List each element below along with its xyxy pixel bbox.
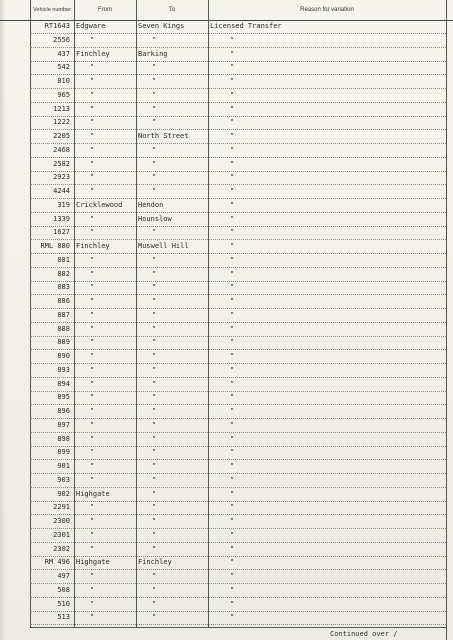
reason-cell: " <box>230 297 235 305</box>
from-cell: " <box>90 434 95 443</box>
to-cell: " <box>152 255 157 264</box>
to-cell: " <box>152 462 157 470</box>
from-cell: " <box>90 338 95 347</box>
to-cell: " <box>152 393 157 402</box>
from-cell: " <box>90 145 95 154</box>
reason-cell: " <box>230 338 235 347</box>
reason-cell: " <box>230 283 235 292</box>
reason-cell: " <box>230 585 235 594</box>
from-cell: Cricklewood <box>76 200 123 209</box>
to-cell: " <box>152 118 157 127</box>
vehicle-number-cell: 2302 <box>53 544 70 553</box>
table-row <box>30 226 446 240</box>
vehicle-number-cell: 1213 <box>53 104 70 113</box>
from-cell: " <box>90 462 95 470</box>
to-cell: North Street <box>138 132 189 140</box>
vehicle-number-cell: RML 880 <box>40 242 70 250</box>
from-cell: " <box>90 104 95 113</box>
reason-cell: Licensed Transfer <box>210 22 282 30</box>
from-cell: " <box>90 90 95 99</box>
table-row <box>30 199 446 213</box>
to-cell: " <box>152 145 157 154</box>
to-cell: " <box>152 530 157 539</box>
vehicle-number-cell: 437 <box>57 49 70 58</box>
reason-cell: " <box>230 77 235 85</box>
from-cell: " <box>90 613 95 622</box>
table-row <box>30 543 446 557</box>
table-row <box>30 460 446 474</box>
vehicle-number-cell: 898 <box>57 434 70 443</box>
to-cell: Seven Kings <box>138 22 185 30</box>
to-cell: " <box>152 187 157 195</box>
reason-cell: " <box>230 517 235 525</box>
from-cell: Finchley <box>76 49 110 58</box>
from-cell: " <box>90 530 95 539</box>
to-cell: " <box>152 407 157 415</box>
to-cell: " <box>152 420 157 429</box>
to-cell: Muswell Hill <box>138 242 189 250</box>
reason-cell: " <box>230 462 235 470</box>
from-cell: " <box>90 448 95 457</box>
to-cell: Hounslow <box>138 214 172 223</box>
vehicle-number-cell: 4244 <box>53 187 70 195</box>
table-row <box>30 130 446 144</box>
table-bottom-rule <box>30 627 446 628</box>
vehicle-number-cell: 2291 <box>53 503 70 512</box>
reason-cell: " <box>230 104 235 113</box>
to-cell: " <box>152 77 157 85</box>
to-cell: Finchley <box>138 558 172 567</box>
reason-cell: " <box>230 393 235 402</box>
from-cell: " <box>90 544 95 553</box>
reason-cell: " <box>230 558 235 567</box>
table-row <box>30 295 446 309</box>
reason-cell: " <box>230 187 235 195</box>
reason-cell: " <box>230 159 235 168</box>
to-cell: " <box>152 599 157 608</box>
vehicle-number-cell: 903 <box>57 475 70 484</box>
reason-cell: " <box>230 489 235 498</box>
reason-cell: " <box>230 324 235 333</box>
from-cell: " <box>90 35 95 44</box>
to-cell: " <box>152 269 157 278</box>
to-cell: " <box>152 448 157 457</box>
table-row <box>30 515 446 529</box>
header-to: To <box>168 7 176 13</box>
vehicle-number-cell: 899 <box>57 448 70 457</box>
to-cell: " <box>152 585 157 594</box>
from-cell: " <box>90 352 95 360</box>
table-row <box>30 171 446 185</box>
from-cell: " <box>90 297 95 305</box>
from-cell: " <box>90 503 95 512</box>
table-row <box>30 268 446 282</box>
vehicle-number-cell: 542 <box>57 63 70 72</box>
from-cell: " <box>90 187 95 195</box>
reason-cell: " <box>230 503 235 512</box>
table-row <box>30 309 446 323</box>
from-cell: " <box>90 420 95 429</box>
to-cell: " <box>152 90 157 99</box>
to-cell: " <box>152 544 157 553</box>
vehicle-number-cell: 895 <box>57 393 70 402</box>
vehicle-number-cell: 2205 <box>53 132 70 140</box>
to-cell: " <box>152 104 157 113</box>
reason-cell: " <box>230 448 235 457</box>
vehicle-number-cell: 902 <box>57 489 70 498</box>
vehicle-number-cell: 886 <box>57 297 70 305</box>
from-cell: " <box>90 228 95 237</box>
reason-cell: " <box>230 132 235 140</box>
from-cell: " <box>90 132 95 140</box>
table-row <box>30 254 446 268</box>
vehicle-number-cell: 889 <box>57 338 70 347</box>
from-cell: " <box>90 407 95 415</box>
to-cell: " <box>152 297 157 305</box>
table-row <box>30 611 446 625</box>
table-row <box>30 144 446 158</box>
from-cell: " <box>90 393 95 402</box>
vehicle-number-cell: 894 <box>57 379 70 388</box>
table-row <box>30 213 446 227</box>
vehicle-number-cell: 2468 <box>53 145 70 154</box>
to-cell: " <box>152 475 157 484</box>
vehicle-number-cell: 901 <box>57 462 70 470</box>
table-row <box>30 116 446 130</box>
to-cell: " <box>152 310 157 319</box>
from-cell: Edgware <box>76 22 106 30</box>
reason-cell: " <box>230 379 235 388</box>
from-cell: " <box>90 310 95 319</box>
vehicle-number-cell: 513 <box>57 613 70 622</box>
vehicle-number-cell: 810 <box>57 77 70 85</box>
to-cell: " <box>152 572 157 580</box>
vehicle-number-cell: 887 <box>57 310 70 319</box>
to-cell: " <box>152 338 157 347</box>
reason-cell: " <box>230 572 235 580</box>
reason-cell: " <box>230 200 235 209</box>
reason-cell: " <box>230 228 235 237</box>
table-row <box>30 185 446 199</box>
table-row <box>30 378 446 392</box>
reason-cell: " <box>230 475 235 484</box>
table-row <box>30 20 446 34</box>
to-cell: " <box>152 489 157 498</box>
table-row <box>30 488 446 502</box>
from-cell: " <box>90 255 95 264</box>
table-row <box>30 570 446 584</box>
vehicle-number-cell: 2301 <box>53 530 70 539</box>
vehicle-number-cell: 2582 <box>53 159 70 168</box>
vehicle-number-cell: 881 <box>57 255 70 264</box>
vehicle-number-cell: 508 <box>57 585 70 594</box>
from-cell: " <box>90 77 95 85</box>
reason-cell: " <box>230 544 235 553</box>
table-row <box>30 103 446 117</box>
reason-cell: " <box>230 530 235 539</box>
table-row <box>30 501 446 515</box>
table-row <box>30 405 446 419</box>
vehicle-number-cell: 2300 <box>53 517 70 525</box>
from-cell: " <box>90 118 95 127</box>
to-cell: Barking <box>138 49 168 58</box>
reason-cell: " <box>230 118 235 127</box>
table-row <box>30 446 446 460</box>
to-cell: " <box>152 365 157 374</box>
to-cell: " <box>152 503 157 512</box>
reason-cell: " <box>230 310 235 319</box>
table-row <box>30 281 446 295</box>
vehicle-number-cell: 896 <box>57 407 70 415</box>
table-row <box>30 584 446 598</box>
vehicle-number-cell: 888 <box>57 324 70 333</box>
reason-cell: " <box>230 63 235 72</box>
header-from: From <box>98 7 112 13</box>
vehicle-number-cell: RT1643 <box>44 22 70 30</box>
header-vehicle: Vehicle number <box>33 7 71 13</box>
to-cell: " <box>152 379 157 388</box>
reason-cell: " <box>230 365 235 374</box>
table-row <box>30 364 446 378</box>
reason-cell: " <box>230 214 235 223</box>
vehicle-number-cell: 882 <box>57 269 70 278</box>
to-cell: " <box>152 324 157 333</box>
reason-cell: " <box>230 255 235 264</box>
table-row <box>30 419 446 433</box>
table-row <box>30 350 446 364</box>
table-header <box>0 0 453 21</box>
table-row <box>30 158 446 172</box>
vehicle-number-cell: 1222 <box>53 118 70 127</box>
vehicle-number-cell: RM 496 <box>44 558 70 567</box>
to-cell: " <box>152 159 157 168</box>
reason-cell: " <box>230 35 235 44</box>
from-cell: " <box>90 517 95 525</box>
vehicle-number-cell: 883 <box>57 283 70 292</box>
from-cell: " <box>90 475 95 484</box>
table-row <box>30 433 446 447</box>
vehicle-number-cell: 1627 <box>53 228 70 237</box>
from-cell: " <box>90 214 95 223</box>
reason-cell: " <box>230 145 235 154</box>
reason-cell: " <box>230 420 235 429</box>
table-row <box>30 240 446 254</box>
from-cell: " <box>90 379 95 388</box>
reason-cell: " <box>230 242 235 250</box>
table-row <box>30 391 446 405</box>
table-row <box>30 474 446 488</box>
vehicle-number-cell: 897 <box>57 420 70 429</box>
from-cell: " <box>90 572 95 580</box>
from-cell: Highgate <box>76 489 110 498</box>
vehicle-number-cell: 2556 <box>53 35 70 44</box>
table-row <box>30 48 446 62</box>
table-row <box>30 556 446 570</box>
reason-cell: " <box>230 599 235 608</box>
vehicle-number-cell: 965 <box>57 90 70 99</box>
table-row <box>30 89 446 103</box>
reason-cell: " <box>230 613 235 622</box>
table-row <box>30 34 446 48</box>
to-cell: " <box>152 434 157 443</box>
reason-cell: " <box>230 90 235 99</box>
reason-cell: " <box>230 352 235 360</box>
reason-cell: " <box>230 434 235 443</box>
vehicle-number-cell: 893 <box>57 365 70 374</box>
from-cell: " <box>90 324 95 333</box>
to-cell: " <box>152 173 157 182</box>
table-row <box>30 336 446 350</box>
from-cell: " <box>90 159 95 168</box>
table-row <box>30 598 446 612</box>
to-cell: Hendon <box>138 200 164 209</box>
table-row <box>30 323 446 337</box>
vehicle-number-cell: 319 <box>57 200 70 209</box>
from-cell: " <box>90 63 95 72</box>
from-cell: Highgate <box>76 558 110 567</box>
to-cell: " <box>152 517 157 525</box>
vehicle-number-cell: 1339 <box>53 214 70 223</box>
from-cell: " <box>90 599 95 608</box>
from-cell: " <box>90 283 95 292</box>
vehicle-number-cell: 2923 <box>53 173 70 182</box>
vehicle-number-cell: 497 <box>57 572 70 580</box>
from-cell: " <box>90 365 95 374</box>
to-cell: " <box>152 283 157 292</box>
table-row <box>30 529 446 543</box>
header-reason: Reason for variation <box>300 7 354 13</box>
from-cell: " <box>90 585 95 594</box>
to-cell: " <box>152 352 157 360</box>
to-cell: " <box>152 35 157 44</box>
continued-note: Continued over / <box>330 630 398 638</box>
to-cell: " <box>152 613 157 622</box>
reason-cell: " <box>230 173 235 182</box>
to-cell: " <box>152 228 157 237</box>
table-row <box>30 61 446 75</box>
reason-cell: " <box>230 269 235 278</box>
vehicle-number-cell: 510 <box>57 599 70 608</box>
table-row <box>30 75 446 89</box>
vehicle-number-cell: 890 <box>57 352 70 360</box>
from-cell: " <box>90 269 95 278</box>
reason-cell: " <box>230 49 235 58</box>
from-cell: Finchley <box>76 242 110 250</box>
from-cell: " <box>90 173 95 182</box>
to-cell: " <box>152 63 157 72</box>
reason-cell: " <box>230 407 235 415</box>
